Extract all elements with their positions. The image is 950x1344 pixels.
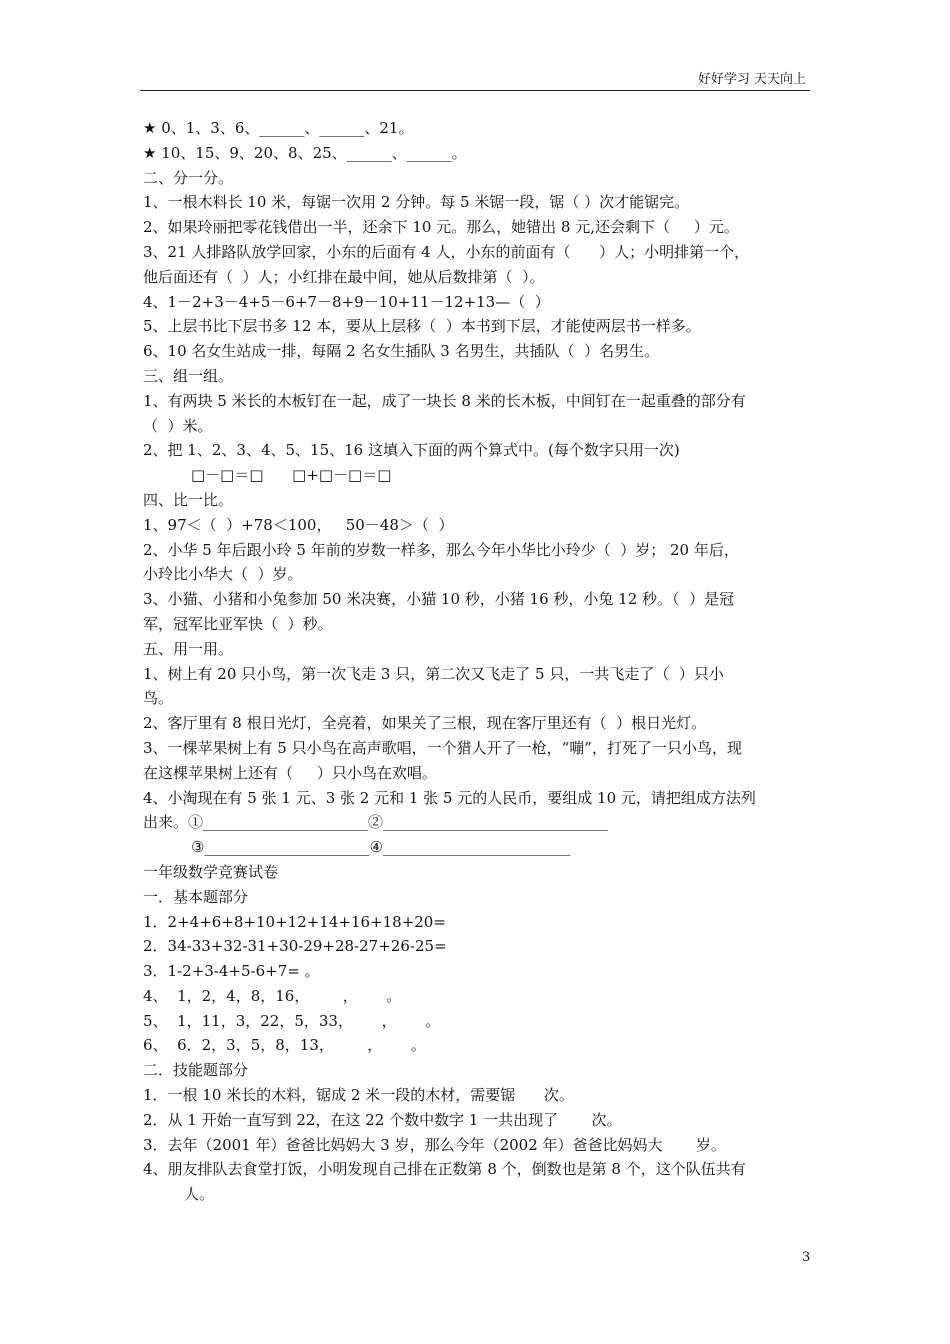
page-header [140,68,810,91]
text-line: 四、比一比。 [143,490,234,509]
text-line: 3．去年（2001 年）爸爸比妈妈大 3 岁，那么今年（2002 年）爸爸比妈妈大 岁。 [143,1135,726,1154]
text-line: ③______________________④_________________________ [191,838,571,857]
text-line: 1、97＜（ ）+78＜100， 50－48＞（ ） [143,515,454,534]
text-line: 二、分一分。 [143,168,234,187]
text-line: 鸟。 [143,689,174,708]
text-line: 一年级数学竞赛试卷 [143,862,279,881]
text-line: 人。 [184,1185,215,1204]
text-line: 一．基本题部分 [143,887,249,906]
text-line: 2、如果玲丽把零花钱借出一半，还余下 10 元。那么，她错出 8 元,还会剩下（ ）元。 [143,218,739,237]
text-line: 3．1-2+3-4+5-6+7= 。 [143,962,320,981]
text-line: 2、客厅里有 8 根日光灯，全亮着，如果关了三根，现在客厅里还有（ ）根日光灯。 [143,714,707,733]
text-line: 军，冠军比亚军快（ ）秒。 [143,614,333,633]
text-line: 2．34-33+32-31+30-29+28-27+26-25= [143,937,447,956]
text-line: 2．从 1 开始一直写到 22，在这 22 个数中数字 1 一共出现了 次。 [143,1110,622,1129]
text-line: 出来。①______________________②______________________________ [143,813,609,832]
text-line: 1．2+4+6+8+10+12+14+16+18+20= [143,912,446,931]
text-line: 1、一根木料长 10 米，每锯一次用 2 分钟。每 5 米锯一段，锯（ ）次才能锯完。 [143,193,690,212]
text-line: 在这棵苹果树上还有（ ）只小鸟在欢唱。 [143,763,437,782]
text-line: 3、小猫、小猪和小兔参加 50 米决赛，小猫 10 秒，小猪 16 秒，小兔 12 秒。（ ）是冠 [143,590,735,609]
header-text: 好好学习 天天向上 [697,72,806,87]
text-line: 1．一根 10 米长的木料，锯成 2 米一段的木材，需要锯 次。 [143,1086,574,1105]
text-line: 6、 6．2，3，5，8，13， ， 。 [143,1036,426,1055]
text-line: 4、 1，2，4，8，16， ， 。 [143,986,402,1005]
text-line: 5、 1，11，3，22，5，33， ， 。 [143,1011,441,1030]
text-line: 4、小淘现在有 5 张 1 元、3 张 2 元和 1 张 5 元的人民币，要组成 10 元，请把组成方法列 [143,788,756,807]
text-line: 1、树上有 20 只小鸟，第一次飞走 3 只，第二次又飞走了 5 只，一共飞走了（ ）只小 [143,664,724,683]
text-line: 小玲比小华大（ ）岁。 [143,565,303,584]
text-line: ★ 10、15、9、20、8、25、______、______。 [143,143,467,162]
text-line: 6、10 名女生站成一排，每隔 2 名女生插队 3 名男生，共插队（ ）名男生。 [143,342,660,361]
text-line: 4、朋友排队去食堂打饭，小明发现自己排在正数第 8 个，倒数也是第 8 个，这个队伍共有 [143,1160,746,1179]
text-line: 5、上层书比下层书多 12 本，要从上层移（ ）本书到下层，才能使两层书一样多。 [143,317,701,336]
text-line: 五、用一用。 [143,639,234,658]
text-line: 二．技能题部分 [143,1061,249,1080]
text-line: 他后面还有（ ）人；小红排在最中间，她从后数排第（ ）。 [143,267,545,286]
text-line: 2、把 1、2、3、4、5、15、16 这填入下面的两个算式中。(每个数字只用一次) [143,441,680,460]
text-line: □－□＝□ □+□－□＝□ [191,466,392,485]
text-line: 三、组一组。 [143,366,234,385]
text-line: 2、小华 5 年后跟小玲 5 年前的岁数一样多，那么今年小华比小玲少（ ）岁； 20 年后， [143,540,739,559]
text-line: 3、21 人排路队放学回家，小东的后面有 4 人，小东的前面有（ ）人；小明排第一个， [143,242,750,261]
text-line: （ ）米。 [143,416,213,435]
text-line: 1、有两块 5 米长的木板钉在一起，成了一块长 8 米的长木板，中间钉在一起重叠的部分有 [143,391,746,410]
text-line: ★ 0、1、3、6、______、______、21。 [143,119,414,137]
page-number: 3 [802,1250,811,1265]
text-line: 4、1－2+3－4+5－6+7－8+9－10+11－12+13—（ ） [143,292,550,311]
document-body [143,116,811,1207]
text-line: 3、一棵苹果树上有 5 只小鸟在高声歌唱，一个猎人开了一枪，“嘣”，打死了一只小鸟，现 [143,738,742,757]
